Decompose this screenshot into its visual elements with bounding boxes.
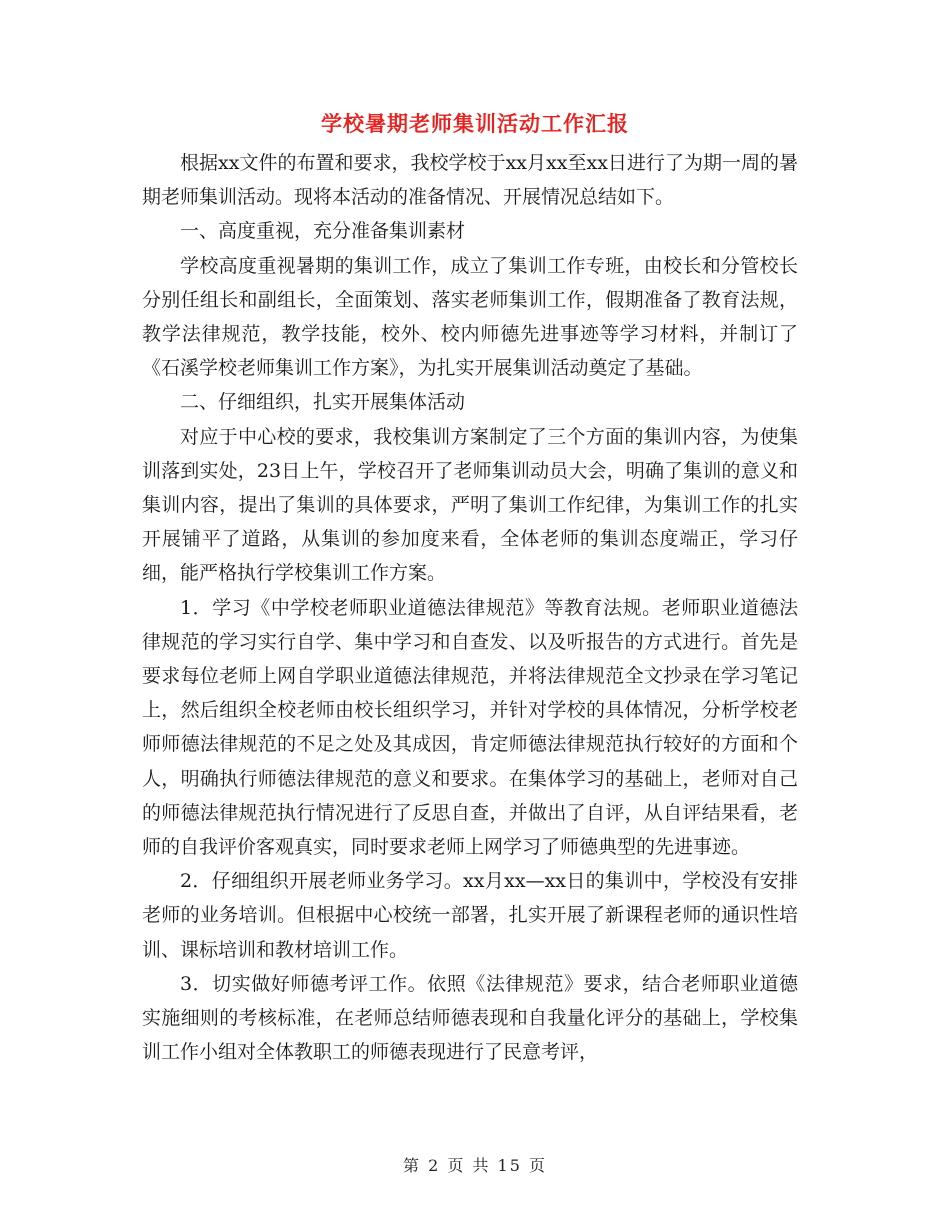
document-body: [142, 146, 798, 1069]
page-footer: 第 2 页 共 15 页: [403, 1156, 547, 1175]
paragraph-section-1: 学校高度重视暑期的集训工作，成立了集训工作专班，由校长和分管校长分别任组长和副组长，全面策划、落实老师集训工作，假期准备了教育法规，教学法律规范，教学技能，校外、校内师德先进事迹等学习材料，并制订了《石溪学校老师集训工作方案》，为扎实开展集训活动奠定了基础。: [142, 254, 798, 380]
document-title: 学校暑期老师集训活动工作汇报: [321, 111, 629, 136]
section-heading-1: 一、高度重视，充分准备集训素材: [180, 220, 466, 243]
paragraph-intro: 根据xx文件的布置和要求，我校学校于xx月xx至xx日进行了为期一周的暑期老师集训活动。现将本活动的准备情况、开展情况总结如下。: [142, 152, 798, 209]
paragraph-section-2: 对应于中心校的要求，我校集训方案制定了三个方面的集训内容，为使集训落到实处，23日上午，学校召开了老师集训动员大会，明确了集训的意义和集训内容，提出了集训的具体要求，严明了集训工作纪律，为集训工作的扎实开展铺平了道路，从集训的参加度来看，全体老师的集训态度端正，学习仔细，能严格执行学校集训工作方案。: [142, 425, 798, 585]
paragraph-item-1: 1．学习《中学校老师职业道德法律规范》等教育法规。老师职业道德法律规范的学习实行自学、集中学习和自查发、以及听报告的方式进行。首先是要求每位老师上网自学职业道德法律规范，并将法律规范全文抄录在学习笔记上，然后组织全校老师由校长组织学习，并针对学校的具体情况，分析学校老师师德法律规范的不足之处及其成因，肯定师德法律规范执行较好的方面和个人，明确执行师德法律规范的意义和要求。在集体学习的基础上，老师对自己的师德法律规范执行情况进行了反思自查，并做出了自评，从自评结果看，老师的自我评价客观真实，同时要求老师上网学习了师德典型的先进事迹。: [142, 596, 798, 859]
paragraph-item-2: 2．仔细组织开展老师业务学习。xx月xx—xx日的集训中，学校没有安排老师的业务培训。但根据中心校统一部署，扎实开展了新课程老师的通识性培训、课标培训和教材培训工作。: [142, 870, 798, 961]
section-heading-2: 二、仔细组织，扎实开展集体活动: [180, 391, 466, 414]
paragraph-item-3: 3．切实做好师德考评工作。依照《法律规范》要求，结合老师职业道德实施细则的考核标准，在老师总结师德表现和自我量化评分的基础上，学校集训工作小组对全体教职工的师德表现进行了民意考评，: [142, 972, 798, 1064]
